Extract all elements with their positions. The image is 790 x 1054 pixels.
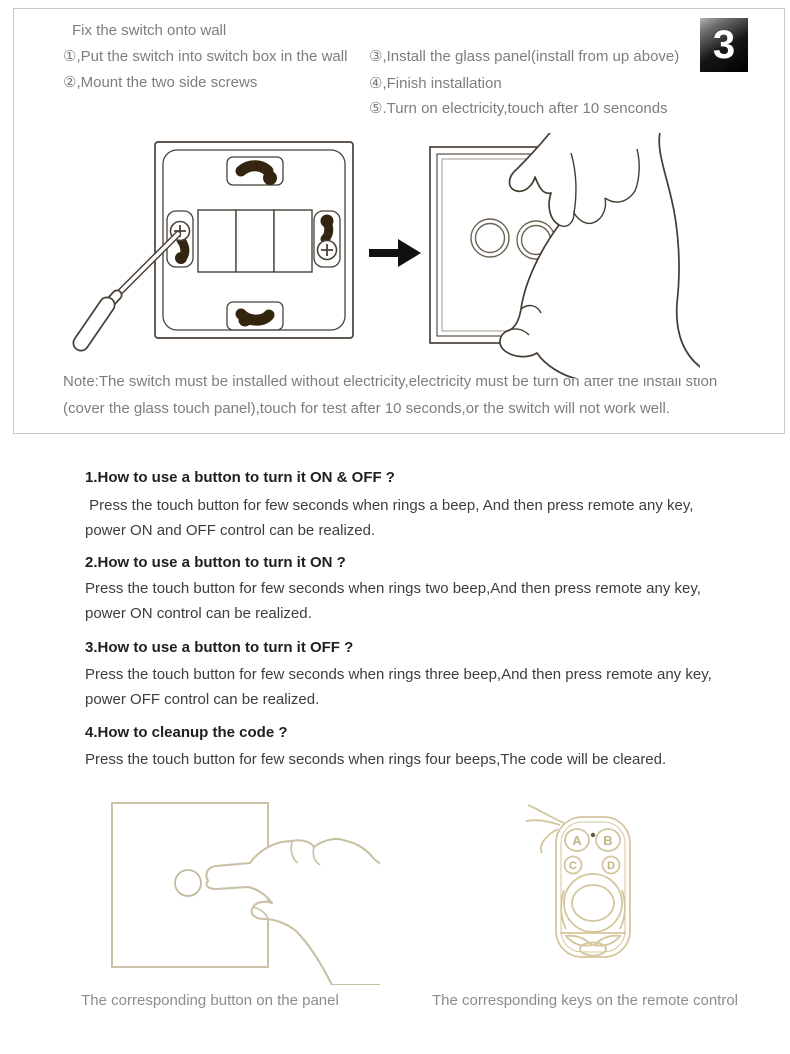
install-note-line-1: Note:The switch must be installed without electricity,electricity must be turn on after the install stion <box>63 373 718 390</box>
instruction-3-line-2: power OFF control can be realized. <box>85 691 320 708</box>
instruction-4-heading: 4.How to cleanup the code ? <box>85 724 288 741</box>
instruction-2-line-2: power ON control can be realized. <box>85 605 312 622</box>
remote-led <box>591 833 595 837</box>
glass-panel-install-illustration <box>425 133 700 378</box>
install-step-4: ④,Finish installation <box>369 75 502 92</box>
install-step-1: ①,Put the switch into switch box in the wall <box>63 48 348 65</box>
install-title: Fix the switch onto wall <box>72 22 227 39</box>
install-note-line-2: (cover the glass touch panel),touch for test after 10 seconds,or the switch will not work well. <box>63 400 670 417</box>
remote-key-b-label: B <box>603 833 613 848</box>
instruction-1-heading: 1.How to use a button to turn it ON & OFF ? <box>85 469 395 486</box>
switch-base-illustration <box>35 136 365 368</box>
instruction-3-line-1: Press the touch button for few seconds when rings three beep,And then press remote any key, <box>85 666 712 683</box>
wall-plate <box>155 142 353 338</box>
remote-key-a-label: A <box>572 833 582 848</box>
instruction-3-heading: 3.How to use a button to turn it OFF ? <box>85 639 354 656</box>
install-step-2: ②,Mount the two side screws <box>63 74 258 91</box>
remote-key-d-label: D <box>607 860 615 872</box>
install-step-3: ③,Install the glass panel(install from up above) <box>369 48 680 65</box>
install-step-5: ⑤.Turn on electricity,touch after 10 senconds <box>369 100 668 117</box>
screw-right-icon <box>318 241 337 260</box>
remote-key-c-label: C <box>569 860 577 872</box>
instruction-1-line-2: power ON and OFF control can be realized. <box>85 522 376 539</box>
instruction-4-line-1: Press the touch button for few seconds when rings four beeps,The code will be cleared. <box>85 751 667 768</box>
panel-figure-caption: The corresponding button on the panel <box>81 992 339 1009</box>
touch-button <box>175 870 201 896</box>
remote-figure-caption: The corresponding keys on the remote control <box>432 992 738 1009</box>
remote-control <box>556 817 630 957</box>
instruction-2-heading: 2.How to use a button to turn it ON ? <box>85 554 346 571</box>
instruction-2-line-1: Press the touch button for few seconds when rings two beep,And then press remote any key, <box>85 580 701 597</box>
remote-control-illustration <box>520 795 680 970</box>
switch-modules <box>198 210 312 272</box>
step-number-badge: 3 <box>700 18 748 72</box>
instruction-1-line-1: Press the touch button for few seconds when rings a beep, And then press remote any key, <box>85 497 694 514</box>
touch-panel-illustration <box>100 795 380 985</box>
arrow-right-icon <box>368 237 424 269</box>
